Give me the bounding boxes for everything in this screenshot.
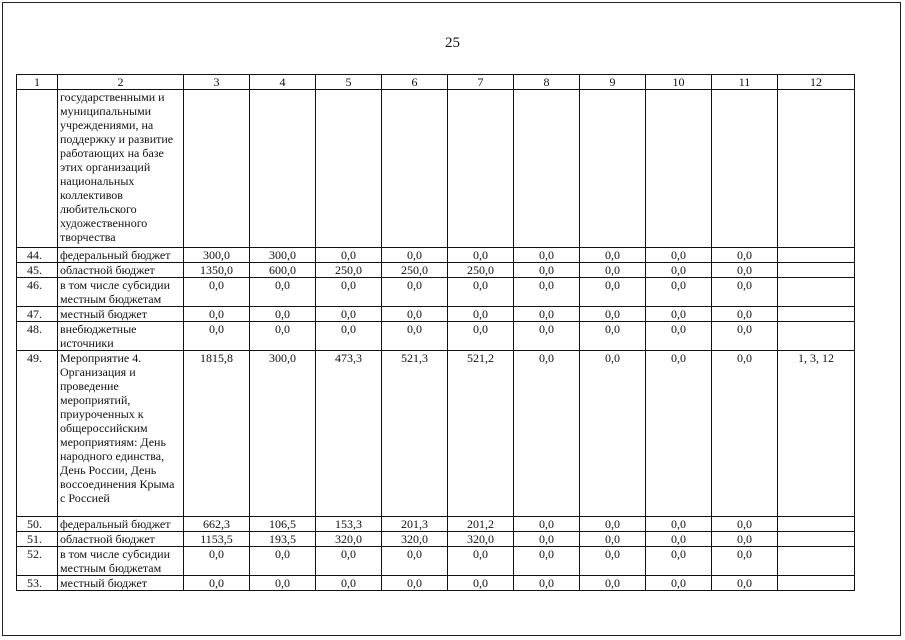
row-description: в том числе субсидии местным бюджетам [58,547,184,576]
column-header: 12 [778,75,855,90]
column-header: 7 [448,75,514,90]
value-cell: 0,0 [448,547,514,576]
row-number: 44. [17,248,58,263]
header-row [17,75,855,90]
value-cell: 0,0 [580,248,646,263]
value-cell: 201,2 [448,517,514,532]
table-row [17,90,855,248]
table-row [17,278,855,307]
value-cell: 201,3 [382,517,448,532]
value-cell: 250,0 [448,263,514,278]
value-cell: 0,0 [514,576,580,591]
value-cell [250,90,316,248]
value-cell: 0,0 [646,248,712,263]
column-header: 3 [184,75,250,90]
page-number: 25 [445,35,460,51]
value-cell: 0,0 [646,263,712,278]
value-cell [712,90,778,248]
value-cell: 0,0 [646,576,712,591]
value-cell: 300,0 [250,248,316,263]
value-cell: 0,0 [580,532,646,547]
value-cell: 0,0 [580,351,646,517]
row-description: местный бюджет [58,307,184,322]
table-row [17,248,855,263]
value-cell: 0,0 [382,278,448,307]
value-cell: 0,0 [382,248,448,263]
value-cell: 0,0 [646,532,712,547]
value-cell: 0,0 [382,322,448,351]
value-cell: 1153,5 [184,532,250,547]
value-cell: 0,0 [316,307,382,322]
value-cell: 0,0 [382,307,448,322]
row-number: 48. [17,322,58,351]
value-cell: 0,0 [712,263,778,278]
value-cell: 0,0 [514,517,580,532]
row-note [778,322,855,351]
value-cell: 0,0 [250,322,316,351]
value-cell: 153,3 [316,517,382,532]
value-cell: 0,0 [712,278,778,307]
value-cell: 0,0 [514,532,580,547]
value-cell: 0,0 [514,547,580,576]
value-cell [448,90,514,248]
value-cell: 0,0 [580,263,646,278]
value-cell [184,90,250,248]
row-note [778,90,855,248]
row-note [778,547,855,576]
value-cell: 0,0 [580,307,646,322]
column-header: 10 [646,75,712,90]
value-cell: 0,0 [646,547,712,576]
table-row [17,532,855,547]
row-description: федеральный бюджет [58,517,184,532]
value-cell: 0,0 [382,576,448,591]
table-body [17,75,855,591]
value-cell: 0,0 [580,322,646,351]
column-header: 8 [514,75,580,90]
column-header: 11 [712,75,778,90]
table-row [17,547,855,576]
row-description: Мероприятие 4. Организация и проведение мероприятий, приуроченных к общероссийским мероприятиям: День народного единства, День России, День воссоединения Крыма с Россией [58,351,184,517]
table-row [17,307,855,322]
table-row [17,351,855,517]
value-cell: 0,0 [448,248,514,263]
row-description: в том числе субсидии местным бюджетам [58,278,184,307]
value-cell: 0,0 [580,278,646,307]
value-cell [580,90,646,248]
value-cell: 0,0 [448,322,514,351]
row-description: местный бюджет [58,576,184,591]
value-cell: 0,0 [184,547,250,576]
row-number: 53. [17,576,58,591]
row-number [17,90,58,248]
value-cell: 300,0 [184,248,250,263]
row-description: областной бюджет [58,263,184,278]
value-cell: 320,0 [382,532,448,547]
table-row [17,576,855,591]
value-cell [514,90,580,248]
value-cell: 521,3 [382,351,448,517]
value-cell: 0,0 [712,307,778,322]
value-cell: 0,0 [448,278,514,307]
row-number: 45. [17,263,58,278]
value-cell: 0,0 [580,576,646,591]
value-cell: 0,0 [514,248,580,263]
column-header: 9 [580,75,646,90]
row-note [778,307,855,322]
value-cell: 193,5 [250,532,316,547]
value-cell: 0,0 [646,351,712,517]
value-cell: 0,0 [712,351,778,517]
column-header: 6 [382,75,448,90]
value-cell: 0,0 [514,278,580,307]
value-cell: 0,0 [184,322,250,351]
value-cell [646,90,712,248]
column-header: 1 [17,75,58,90]
value-cell: 320,0 [448,532,514,547]
value-cell: 0,0 [514,263,580,278]
row-number: 52. [17,547,58,576]
value-cell [316,90,382,248]
value-cell: 0,0 [712,322,778,351]
table-row [17,263,855,278]
value-cell: 0,0 [646,278,712,307]
value-cell: 0,0 [316,576,382,591]
value-cell: 0,0 [316,322,382,351]
value-cell: 0,0 [250,547,316,576]
row-note: 1, 3, 12 [778,351,855,517]
row-number: 50. [17,517,58,532]
row-number: 46. [17,278,58,307]
value-cell [382,90,448,248]
value-cell: 0,0 [580,517,646,532]
value-cell: 0,0 [712,248,778,263]
row-note [778,263,855,278]
row-note [778,532,855,547]
value-cell: 0,0 [712,547,778,576]
row-description: государственными и муниципальными учреждениями, на поддержку и развитие работающих на базе этих организаций национальных коллективов любительского художественного творчества [58,90,184,248]
value-cell: 1815,8 [184,351,250,517]
row-description: внебюджетные источники [58,322,184,351]
value-cell: 0,0 [514,351,580,517]
row-number: 49. [17,351,58,517]
value-cell: 0,0 [316,248,382,263]
value-cell: 662,3 [184,517,250,532]
value-cell: 0,0 [382,547,448,576]
budget-table [16,74,855,591]
value-cell: 0,0 [646,322,712,351]
row-number: 51. [17,532,58,547]
column-header: 5 [316,75,382,90]
value-cell: 0,0 [250,307,316,322]
value-cell: 0,0 [514,307,580,322]
value-cell: 0,0 [712,532,778,547]
row-note [778,248,855,263]
value-cell: 0,0 [250,576,316,591]
value-cell: 521,2 [448,351,514,517]
value-cell: 0,0 [184,307,250,322]
value-cell: 0,0 [316,547,382,576]
value-cell: 300,0 [250,351,316,517]
value-cell: 0,0 [184,576,250,591]
row-note [778,278,855,307]
row-description: федеральный бюджет [58,248,184,263]
table-row [17,322,855,351]
column-header: 4 [250,75,316,90]
value-cell: 0,0 [250,278,316,307]
value-cell: 250,0 [316,263,382,278]
value-cell: 0,0 [712,517,778,532]
value-cell: 0,0 [316,278,382,307]
value-cell: 0,0 [712,576,778,591]
row-note [778,517,855,532]
value-cell: 0,0 [448,576,514,591]
value-cell: 1350,0 [184,263,250,278]
value-cell: 0,0 [184,278,250,307]
value-cell: 0,0 [646,307,712,322]
row-description: областной бюджет [58,532,184,547]
value-cell: 0,0 [646,517,712,532]
column-header: 2 [58,75,184,90]
value-cell: 0,0 [580,547,646,576]
value-cell: 473,3 [316,351,382,517]
value-cell: 0,0 [448,307,514,322]
value-cell: 106,5 [250,517,316,532]
value-cell: 320,0 [316,532,382,547]
value-cell: 250,0 [382,263,448,278]
value-cell: 0,0 [514,322,580,351]
row-number: 47. [17,307,58,322]
table-row [17,517,855,532]
row-note [778,576,855,591]
value-cell: 600,0 [250,263,316,278]
